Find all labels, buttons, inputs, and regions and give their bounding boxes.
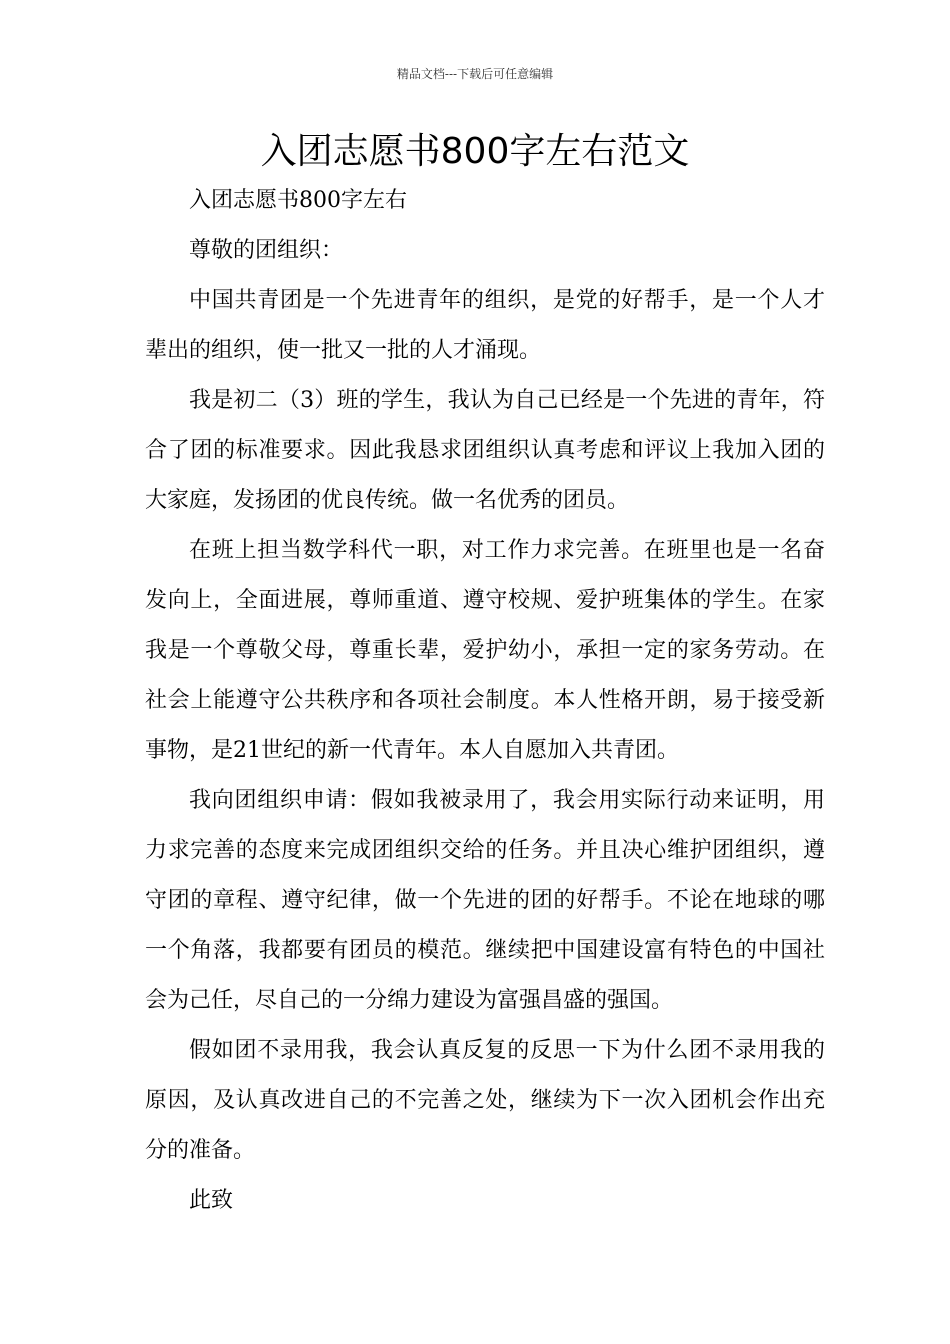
document-body: [145, 176, 825, 1226]
document-title: 入团志愿书800字左右范文: [260, 131, 690, 172]
paragraph-salutation: 尊敬的团组织：: [189, 238, 344, 263]
paragraph-intro: 中国共青团是一个先进青年的组织，是党的好帮手，是一个人才辈出的组织，使一批又一批的人才涌现。: [145, 288, 825, 363]
paragraph-subtitle: 入团志愿书800字左右: [189, 188, 407, 213]
paragraph-contingency: 假如团不录用我，我会认真反复的反思一下为什么团不录用我的原因，及认真改进自己的不完善之处，继续为下一次入团机会作出充分的准备。: [145, 1038, 825, 1163]
paragraph-commitment: 我向团组织申请：假如我被录用了，我会用实际行动来证明，用力求完善的态度来完成团组织交给的任务。并且决心维护团组织，遵守团的章程、遵守纪律，做一个先进的团的好帮手。不论在地球的哪一个角落，我都要有团员的模范。继续把中国建设富有特色的中国社会为己任，尽自己的一分绵力建设为富强昌盛的强国。: [145, 788, 825, 1013]
paragraph-self-introduction: 我是初二（3）班的学生，我认为自己已经是一个先进的青年，符合了团的标准要求。因此我恳求团组织认真考虑和评议上我加入团的大家庭，发扬团的优良传统。做一名优秀的团员。: [145, 388, 825, 513]
paragraph-closing: 此致: [189, 1188, 234, 1213]
paragraph-performance: 在班上担当数学科代一职，对工作力求完善。在班里也是一名奋发向上，全面进展，尊师重道、遵守校规、爱护班集体的学生。在家我是一个尊敬父母，尊重长辈，爱护幼小，承担一定的家务劳动。在社会上能遵守公共秩序和各项社会制度。本人性格开朗，易于接受新事物，是21世纪的新一代青年。本人自愿加入共青团。: [145, 538, 825, 763]
header-note: 精品文档---下载后可任意编辑: [396, 67, 554, 81]
